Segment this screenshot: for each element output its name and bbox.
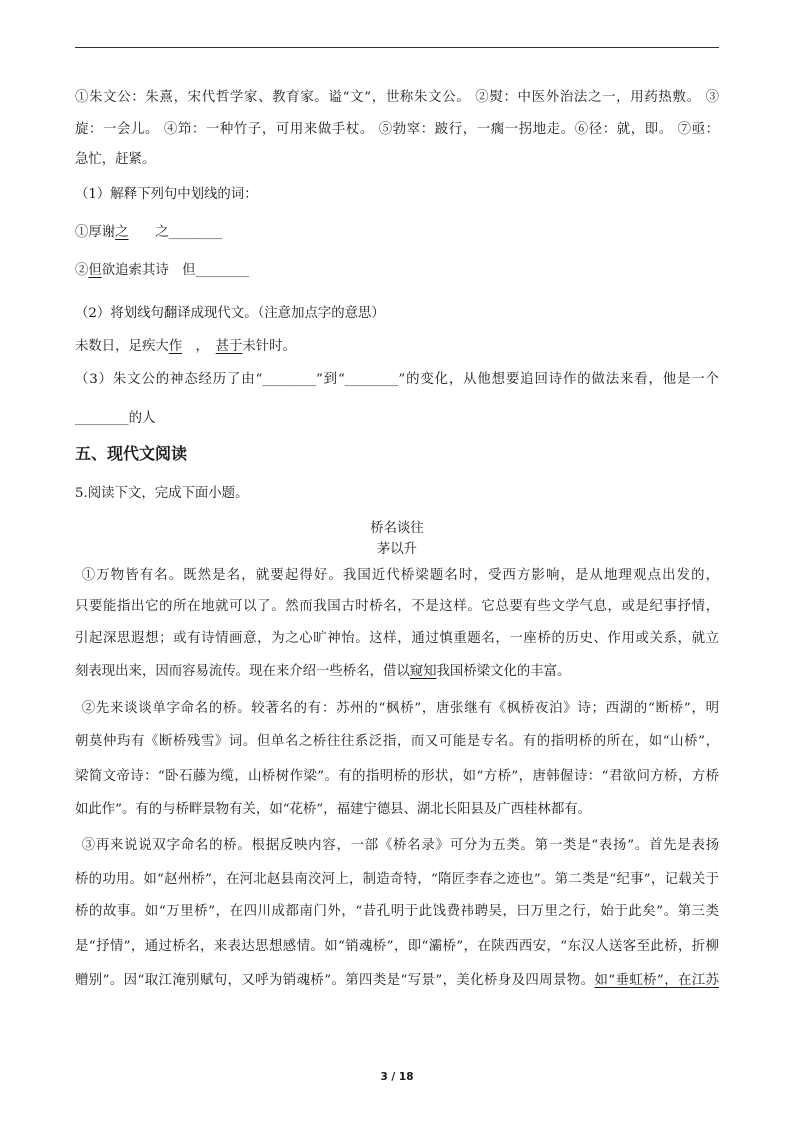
underlined-phrase: 如“垂虹桥”，在江苏 <box>594 973 719 988</box>
para3-line-4: 是“抒情”，通过桥名，来表达思想感情。如“销魂桥”，即“灞桥”，在陕西西安，“东汉人送客至此桥，折柳 <box>75 939 719 954</box>
q1-title: （1）解释下列句中划线的词： <box>75 187 258 202</box>
q2-title: （2）将划线句翻译成现代文。（注意加点字的意思） <box>75 306 385 321</box>
para1-line-4: 刻表现出来，因而容易流传。现在来介绍一些桥名，借以窥知我国桥梁文化的丰富。 <box>75 664 571 679</box>
para2-line-4: 如此作”。有的与桥畔景物有关，如“花桥”，福建宁德县、湖北长阳县及广西桂林都有。 <box>75 802 591 817</box>
q3-line-2: ________的人 <box>75 411 156 426</box>
para2-line-2: 朝莫仲玙有《断桥残雪》词。但单名之桥往往系泛指，而又可能是专名。有的指明桥的所在，如“山桥”， <box>75 734 719 749</box>
article-title: 桥名谈往 <box>370 521 424 536</box>
para2-line-1: ②先来谈谈单字命名的桥。较著名的有：苏州的“枫桥”，唐张继有《枫桥夜泊》诗；西湖的“断桥”，明 <box>81 701 719 716</box>
para2-line-3: 梁简文帝诗：“卧石藤为缆，山桥树作梁”。有的指明桥的形状，如“方桥”，唐韩偓诗：“君欲问方桥，方桥 <box>75 769 719 784</box>
notes-line-2: 旋：一会儿。 ④笻：一种竹子，可用来做手杖。 ⑤勃窣：跛行，一瘸一拐地走。⑥径：就，即。 ⑦亟： <box>75 122 719 137</box>
para3-line-5: 赠别”。因“取江淹别赋句，又呼为销魂桥”。第四类是“写景”，美化桥身及四周景物。如“垂虹桥”，在江苏 <box>75 973 719 988</box>
q1-item-b: ②但欲追索其诗 但________ <box>75 263 250 278</box>
q1-item-a: ①厚谢之 之________ <box>75 225 223 240</box>
para1-line-1: ①万物皆有名。既然是名，就要起得好。我国近代桥梁题名时，受西方影响，是从地理观点出发的， <box>81 568 719 583</box>
para3-line-2: 桥的功用。如“赵州桥”，在河北赵县南洨河上，制造奇特，“隋匠李春之迹也”。第二类是“纪事”，记载关于 <box>75 872 719 887</box>
notes-line-1: ①朱文公：朱熹，宋代哲学家、教育家。谥“文”，世称朱文公。 ②熨：中医外治法之一，用药热敷。 ③ <box>75 90 719 105</box>
para3-line-1: ③再来说说双字命名的桥。根据反映内容，一部《桥名录》可分为五类。第一类是“表扬”。首先是表扬 <box>81 838 719 853</box>
para1-line-2: 只要能指出它的所在地就可以了。然而我国古时桥名，不是这样。它总要有些文学气息，或是纪事抒情， <box>75 599 719 614</box>
q2-sentence: 未数日，足疾大作 ， 甚于未针时。 <box>75 339 296 354</box>
notes-line-3: 急忙，赶紧。 <box>75 152 156 167</box>
underlined-word: 但 <box>88 263 102 278</box>
para1-line-3: 引起深思遐想；或有诗情画意，为之心旷神怡。这样，通过慎重题名，一座桥的历史、作用或关系，就立 <box>75 631 719 646</box>
article-author: 茅以升 <box>376 542 418 557</box>
para3-line-3: 桥的故事。如“万里桥”，在四川成都南门外，“昔孔明于此饯费祎聘吴，曰万里之行，始于此矣”。第三类 <box>75 904 719 919</box>
header-rule <box>75 47 719 48</box>
q5-intro: 5.阅读下文，完成下面小题。 <box>75 486 249 501</box>
q3-line-1: （3）朱文公的神态经历了由“________”到“________”的变化，从他想要追回诗作的做法来看，他是一个 <box>75 372 719 387</box>
underlined-word: 之 <box>115 225 129 240</box>
underlined-word: 窥知 <box>409 664 437 679</box>
page-number: 3 / 18 <box>380 1071 414 1083</box>
underlined-word: 甚于 <box>215 339 243 354</box>
section-heading: 五、现代文阅读 <box>75 444 188 463</box>
underlined-word: 作 <box>168 339 183 354</box>
